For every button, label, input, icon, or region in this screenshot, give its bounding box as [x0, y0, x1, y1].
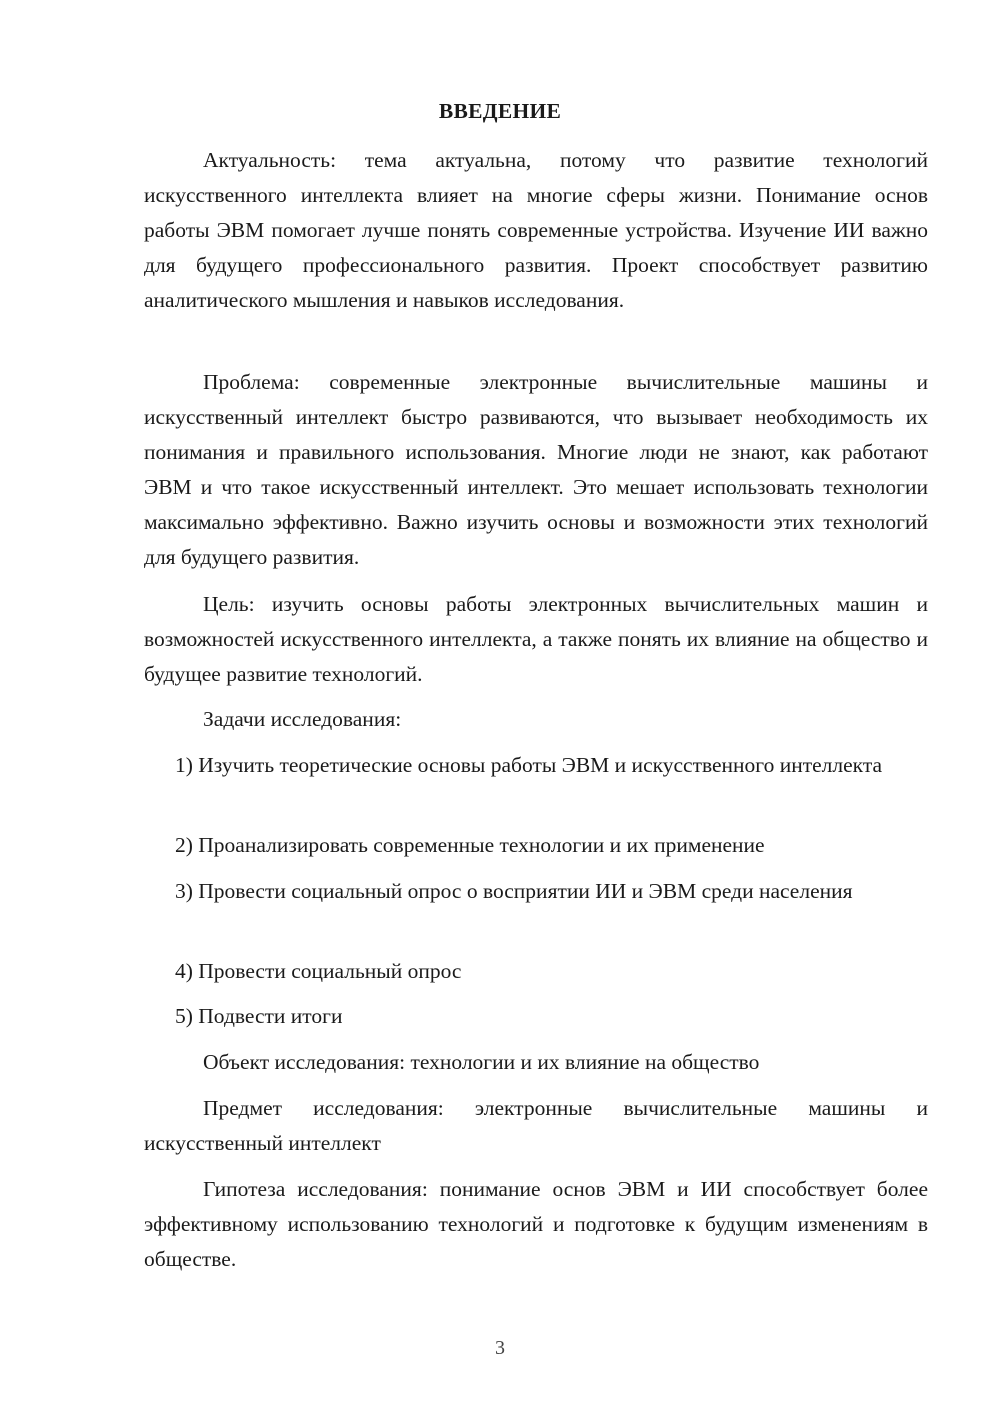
task-item-1: 1) Изучить теоретические основы работы ЭВМ и искусственного интеллекта [175, 753, 883, 777]
tasks-heading: Задачи исследования: [203, 707, 402, 731]
hypothesis-paragraph: Гипотеза исследования: понимание основ ЭВМ и ИИ способствует более эффективному использованию технологий и подготовке к будущим изменениям в обществе. [144, 1177, 928, 1271]
page-title: ВВЕДЕНИЕ [438, 99, 562, 123]
problem-paragraph: Проблема: современные электронные вычислительные машины и искусственный интеллект быстро развиваются, что вызывает необходимость их понимания и правильного использования. Многие люди не знают, как работают ЭВМ и что такое искусственный интеллект. Это мешает использовать технологии максимально эффективно. Важно изучить основы и возможности этих технологий для будущего развития. [144, 370, 928, 569]
subject-paragraph: Предмет исследования: электронные вычислительные машины и искусственный интеллект [144, 1096, 928, 1155]
task-item-5: 5) Подвести итоги [175, 1004, 343, 1028]
task-item-4: 4) Провести социальный опрос [175, 959, 462, 983]
goal-paragraph: Цель: изучить основы работы электронных вычислительных машин и возможностей искусственного интеллекта, а также понять их влияние на общество и будущее развитие технологий. [144, 592, 928, 686]
relevance-paragraph: Актуальность: тема актуальна, потому что развитие технологий искусственного интеллекта влияет на многие сферы жизни. Понимание основ работы ЭВМ помогает лучше понять современные устройства. Изучение ИИ важно для будущего профессионального развития. Проект способствует развитию аналитического мышления и навыков исследования. [144, 148, 928, 312]
object-paragraph: Объект исследования: технологии и их влияние на общество [203, 1050, 760, 1074]
task-item-2: 2) Проанализировать современные технологии и их применение [175, 833, 765, 857]
page-number: 3 [495, 1337, 505, 1359]
task-item-3: 3) Провести социальный опрос о восприятии ИИ и ЭВМ среди населения [175, 879, 853, 903]
